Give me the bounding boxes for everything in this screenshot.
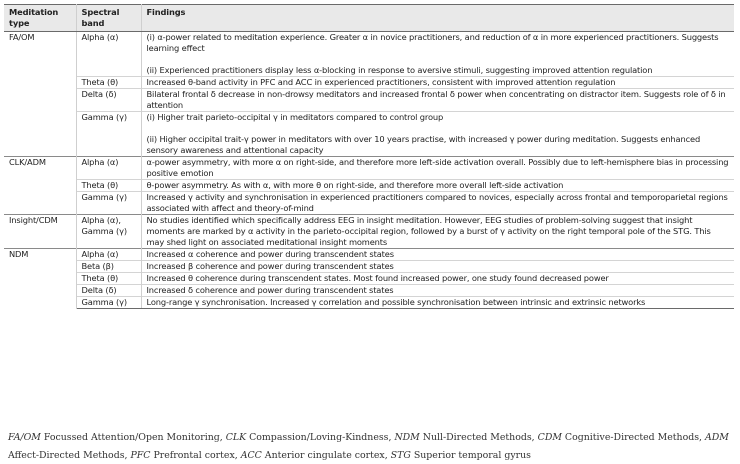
table-row: [4, 285, 734, 297]
footnote-abbreviation: STG: [390, 449, 411, 461]
footnote-abbreviation: ACC: [240, 449, 262, 461]
finding-text: (i) Higher trait parieto-occipital γ in meditators compared to control group: [146, 112, 444, 122]
table-row: [4, 249, 734, 261]
footnote-abbreviation: FA/OM: [8, 432, 41, 444]
table-footnote: [8, 429, 732, 464]
findings-cell: [141, 273, 734, 285]
finding-text: Increased γ activity and synchronisation in experienced practitioners compared to novices, especially across frontal and temporoparietal regions associated with affect and theory-of-mind: [146, 192, 728, 213]
meditation-type-cell: FA/OM: [4, 32, 76, 157]
spectral-band-cell: Gamma (γ): [76, 112, 141, 157]
table-row: [4, 32, 734, 77]
footnote-definition: Prefrontal cortex,: [150, 449, 241, 461]
footnote-definition: Compassion/Loving-Kindness,: [246, 432, 395, 444]
findings-cell: [141, 261, 734, 273]
footnote-definition: Null-Directed Methods,: [419, 432, 538, 444]
table-row: [4, 261, 734, 273]
findings-cell: [141, 249, 734, 261]
spectral-band-cell: Theta (θ): [76, 273, 141, 285]
finding-text: (i) α-power related to meditation experience. Greater α in novice practitioners, and reduction of α in more experienced practitioners. Suggests learning effect: [146, 32, 719, 53]
meditation-type-cell: CLK/ADM: [4, 157, 76, 215]
footnote-abbreviation: NDM: [394, 432, 420, 444]
findings-cell: [141, 215, 734, 249]
finding-text: Increased α coherence and power during transcendent states: [146, 249, 394, 259]
spectral-band-cell: Alpha (α): [76, 157, 141, 180]
meditation-type-cell: NDM: [4, 249, 76, 309]
footnote-abbreviation: ADM: [705, 432, 729, 444]
header-spectral-band: Spectral band: [76, 5, 141, 32]
findings-cell: [141, 297, 734, 309]
header-meditation-type: Meditation type: [4, 5, 76, 32]
spectral-band-cell: Delta (δ): [76, 285, 141, 297]
finding-text: No studies identified which specifically address EEG in insight meditation. However, EEG studies of problem-solving suggest that insight moments are marked by α activity in the parieto-occipital region, followed by a burst of γ activity on the right temporal pole of the STG. This may shed light on associated meditational insight moments: [146, 215, 711, 247]
findings-cell: [141, 89, 734, 112]
footnote-definition: Superior temporal gyrus: [410, 449, 531, 461]
table-row: [4, 77, 734, 89]
findings-cell: [141, 77, 734, 89]
table-row: [4, 180, 734, 192]
spectral-band-cell: Alpha (α): [76, 32, 141, 77]
spectral-band-cell: Delta (δ): [76, 89, 141, 112]
footnote-definition: Affect-Directed Methods,: [8, 449, 131, 461]
table-row: [4, 192, 734, 215]
footnote-abbreviation: CLK: [225, 432, 247, 444]
findings-cell: [141, 180, 734, 192]
table-row: [4, 215, 734, 249]
table-body: [4, 32, 734, 309]
footnote-definition: Anterior cingulate cortex,: [261, 449, 391, 461]
finding-text: Bilateral frontal δ decrease in non-drowsy meditators and increased frontal δ power when concentrating on distractor item. Suggests role of δ in attention: [146, 89, 726, 110]
spectral-band-cell: Alpha (α), Gamma (γ): [76, 215, 141, 249]
finding-text: (ii) Experienced practitioners display less α-blocking in response to aversive stimuli, suggesting improved attention regulation: [146, 65, 653, 75]
spectral-band-cell: Gamma (γ): [76, 192, 141, 215]
footnote-abbreviation: CDM: [537, 432, 562, 444]
findings-cell: [141, 157, 734, 180]
findings-cell: [141, 32, 734, 77]
header-findings: Findings: [141, 5, 734, 32]
spectral-band-cell: Alpha (α): [76, 249, 141, 261]
table-row: [4, 112, 734, 157]
table-row: [4, 273, 734, 285]
spectral-band-cell: Beta (β): [76, 261, 141, 273]
meditation-eeg-table: [4, 4, 734, 309]
spectral-band-cell: Theta (θ): [76, 77, 141, 89]
finding-text: Increased β coherence and power during transcendent states: [146, 261, 394, 271]
finding-text: Increased θ-band activity in PFC and ACC in experienced practitioners, consistent with improved attention regulation: [146, 77, 616, 87]
table-row: [4, 89, 734, 112]
table-header: [4, 5, 734, 32]
footnote-abbreviation: PFC: [130, 449, 151, 461]
finding-text: (ii) Higher occipital trait-γ power in meditators with over 10 years practise, with increased γ power during meditation. Suggests enhanced sensory awareness and attentional capacity: [146, 134, 701, 155]
meditation-type-cell: Insight/CDM: [4, 215, 76, 249]
finding-text: θ-power asymmetry. As with α, with more θ on right-side, and therefore more overall left-side activation: [146, 180, 564, 190]
table-row: [4, 157, 734, 180]
finding-text: Increased θ coherence during transcendent states. Most found increased power, one study found decreased power: [146, 273, 609, 283]
footnote-definition: Cognitive-Directed Methods,: [561, 432, 706, 444]
findings-cell: [141, 285, 734, 297]
table-row: [4, 297, 734, 309]
finding-text: Long-range γ synchronisation. Increased γ correlation and possible synchronisation between intrinsic and extrinsic networks: [146, 297, 646, 307]
findings-cell: [141, 192, 734, 215]
finding-text: Increased δ coherence and power during transcendent states: [146, 285, 394, 295]
spectral-band-cell: Gamma (γ): [76, 297, 141, 309]
findings-cell: [141, 112, 734, 157]
finding-text: α-power asymmetry, with more α on right-side, and therefore more left-side activation overall. Possibly due to left-hemisphere bias in processing positive emotion: [146, 157, 729, 178]
header-row: [4, 5, 734, 32]
spectral-band-cell: Theta (θ): [76, 180, 141, 192]
footnote-definition: Focussed Attention/Open Monitoring,: [40, 432, 226, 444]
